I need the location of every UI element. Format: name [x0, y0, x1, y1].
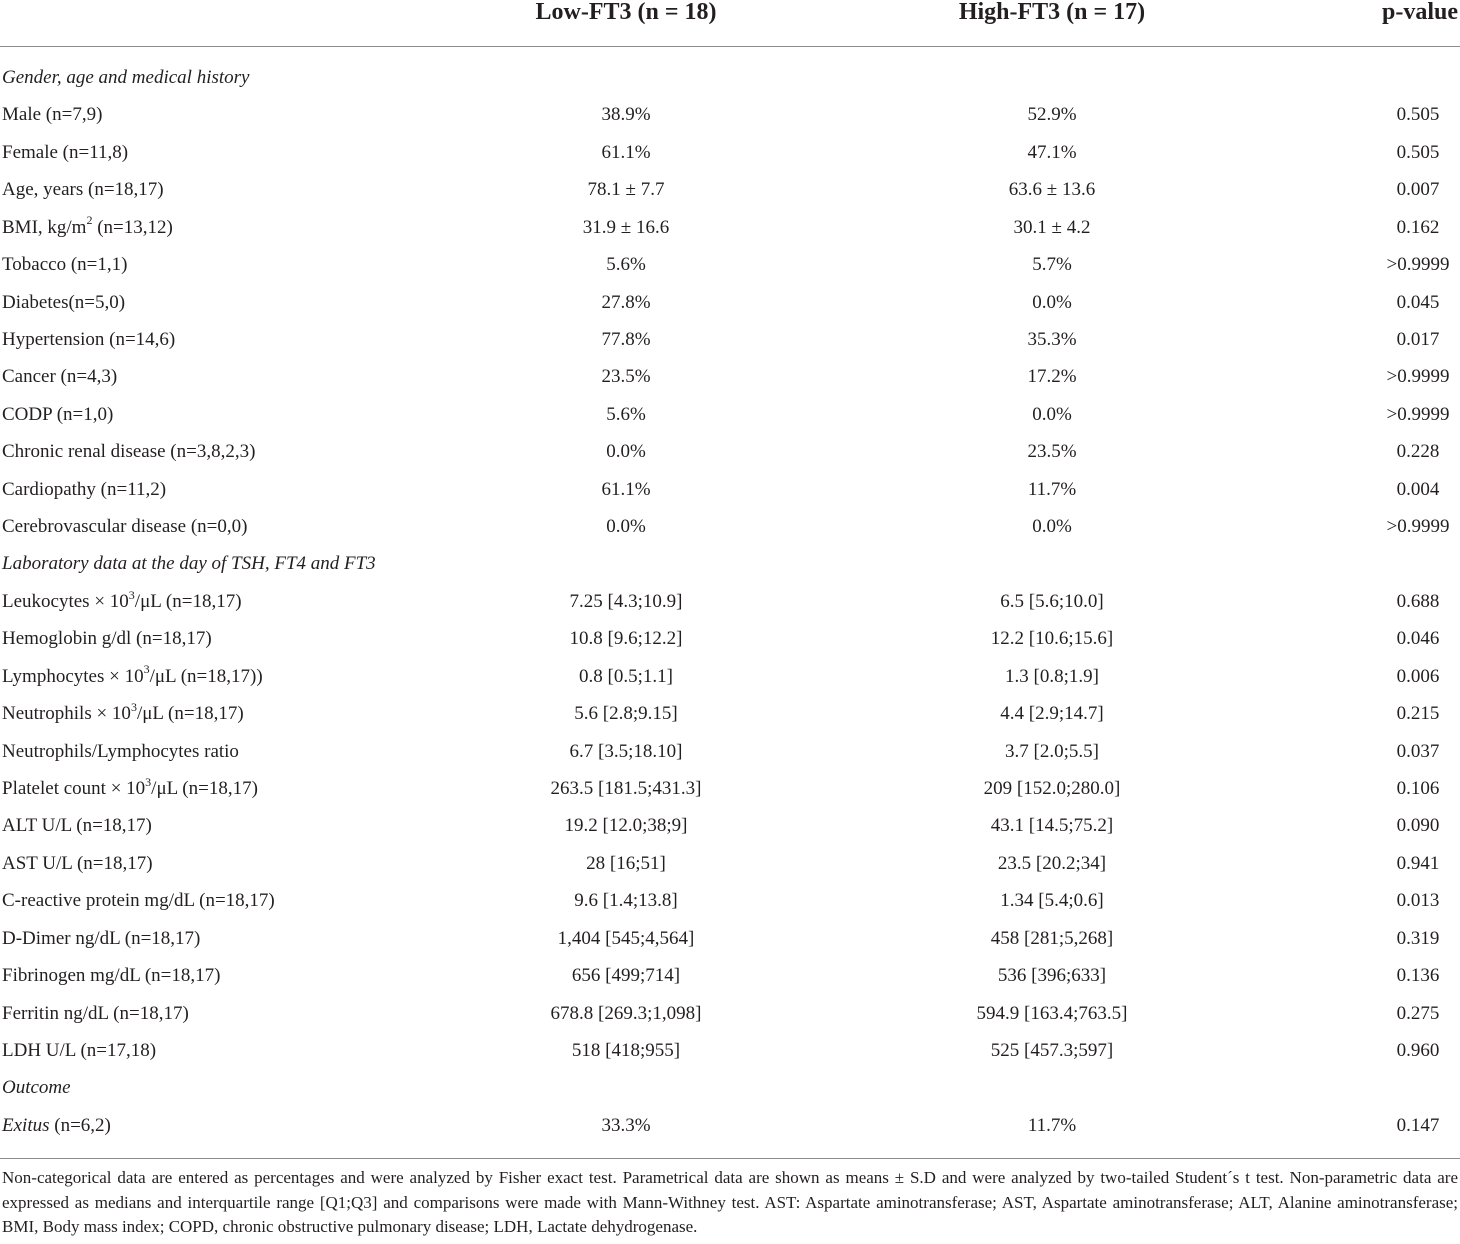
p-value: 0.505: [1396, 141, 1440, 163]
low-ft3-value: 33.3%: [601, 1114, 651, 1136]
high-ft3-value: 11.7%: [1027, 478, 1077, 500]
p-value: >0.9999: [1386, 254, 1450, 276]
high-ft3-value: 52.9%: [1027, 104, 1077, 126]
p-value: 0.007: [1396, 179, 1440, 201]
high-ft3-value: 35.3%: [1027, 328, 1077, 350]
low-ft3-value: 19.2 [12.0;38;9]: [564, 815, 688, 837]
low-ft3-value: 6.7 [3.5;18.10]: [569, 740, 683, 762]
row-label: AST U/L (n=18,17): [2, 852, 153, 874]
row-label: Hemoglobin g/dl (n=18,17): [2, 628, 212, 650]
row-label-suffix: (n=13,12): [92, 216, 173, 238]
high-ft3-value: 0.0%: [1032, 516, 1072, 538]
low-ft3-value: 263.5 [181.5;431.3]: [550, 778, 702, 800]
row-label-text: Lymphocytes × 10: [2, 665, 144, 687]
table-row: [0, 1032, 1460, 1069]
p-value: >0.9999: [1386, 403, 1450, 425]
low-ft3-value: 7.25 [4.3;10.9]: [569, 590, 683, 612]
table-row: [0, 995, 1460, 1032]
table-row: [0, 1107, 1460, 1144]
low-ft3-value: 678.8 [269.3;1,098]: [550, 1002, 702, 1024]
row-label: [2, 658, 263, 695]
high-ft3-value: 536 [396;633]: [997, 965, 1107, 987]
row-label: Diabetes(n=5,0): [2, 291, 126, 313]
section-title: Laboratory data at the day of TSH, FT4 and FT3: [2, 553, 376, 575]
p-value: 0.090: [1396, 815, 1440, 837]
p-value: 0.046: [1396, 628, 1440, 650]
high-ft3-value: 0.0%: [1032, 403, 1072, 425]
high-ft3-value: 525 [457.3;597]: [990, 1039, 1114, 1061]
table-row: [0, 807, 1460, 844]
row-label: [2, 770, 258, 807]
low-ft3-value: 61.1%: [601, 478, 651, 500]
high-ft3-value: 17.2%: [1027, 366, 1077, 388]
low-ft3-value: 77.8%: [601, 328, 651, 350]
row-label: CODP (n=1,0): [2, 403, 114, 425]
p-value: 0.941: [1396, 852, 1440, 874]
high-ft3-value: 23.5 [20.2;34]: [997, 852, 1107, 874]
section-row: [0, 545, 1460, 582]
row-label: Hypertension (n=14,6): [2, 328, 176, 350]
table-row: [0, 733, 1460, 770]
table-row: [0, 471, 1460, 508]
low-ft3-value: 656 [499;714]: [571, 965, 681, 987]
row-label-text: Neutrophils × 10: [2, 703, 131, 725]
table-row: [0, 920, 1460, 957]
low-ft3-value: 9.6 [1.4;13.8]: [574, 890, 678, 912]
table-row: [0, 508, 1460, 545]
p-value: 0.006: [1396, 665, 1440, 687]
p-value: 0.275: [1396, 1002, 1440, 1024]
row-label-superscript: 3: [145, 774, 152, 789]
table-body: [0, 59, 1460, 1144]
row-label: Cerebrovascular disease (n=0,0): [2, 516, 248, 538]
high-ft3-value: 43.1 [14.5;75.2]: [990, 815, 1114, 837]
high-ft3-value: 0.0%: [1032, 291, 1072, 313]
p-value: >0.9999: [1386, 516, 1450, 538]
row-label: Neutrophils/Lymphocytes ratio: [2, 740, 239, 762]
table-footnote: Non-categorical data are entered as percentages and were analyzed by Fisher exact test. Parametrical data are shown as means ± S.D and were analyzed by two-tailed Student´s t test. Non-parametric data are expressed as medians and interquartile range [Q1;Q3] and comparisons were made with Mann-Withney test. AST: Aspartate aminotransferase; AST, Aspartate aminotransferase; ALT, Alanine aminotransferase; BMI, Body mass index; COPD, chronic obstructive pulmonary disease; LDH, Lactate dehydrogenase.: [2, 1168, 1458, 1236]
row-label: Ferritin ng/dL (n=18,17): [2, 1002, 189, 1024]
row-label-suffix: /μL (n=18,17): [136, 703, 244, 725]
row-label: ALT U/L (n=18,17): [2, 815, 152, 837]
p-value: 0.017: [1396, 328, 1440, 350]
high-ft3-value: 458 [281;5,268]: [990, 927, 1114, 949]
section-row: [0, 59, 1460, 96]
low-ft3-value: 23.5%: [601, 366, 651, 388]
table-row: [0, 134, 1460, 171]
row-label-superscript: 3: [128, 587, 135, 602]
low-ft3-value: 518 [418;955]: [571, 1039, 681, 1061]
column-header-p-value: p-value: [1381, 0, 1458, 25]
table-row: [0, 96, 1460, 133]
row-label: [2, 1107, 111, 1144]
table-row: [0, 882, 1460, 919]
table-row: [0, 358, 1460, 395]
low-ft3-value: 10.8 [9.6;12.2]: [569, 628, 683, 650]
row-label-text: Platelet count × 10: [2, 778, 146, 800]
table-row: [0, 583, 1460, 620]
row-label: LDH U/L (n=17,18): [2, 1039, 157, 1061]
p-value: 0.106: [1396, 778, 1440, 800]
row-label-superscript: 3: [143, 662, 150, 677]
p-value: 0.162: [1396, 216, 1440, 238]
low-ft3-value: 27.8%: [601, 291, 651, 313]
table-row: [0, 695, 1460, 732]
row-label: Age, years (n=18,17): [2, 179, 164, 201]
table-header: [0, 0, 1460, 47]
row-label: D-Dimer ng/dL (n=18,17): [2, 927, 201, 949]
row-label: Female (n=11,8): [2, 141, 129, 163]
row-label: Fibrinogen mg/dL (n=18,17): [2, 965, 221, 987]
table-row: [0, 770, 1460, 807]
table-row: [0, 433, 1460, 470]
row-label: Cancer (n=4,3): [2, 366, 118, 388]
high-ft3-value: 4.4 [2.9;14.7]: [1000, 703, 1104, 725]
row-label-suffix: /μL (n=18,17): [151, 778, 258, 800]
p-value: >0.9999: [1386, 366, 1450, 388]
row-label-superscript: 3: [130, 699, 137, 714]
row-label: C-reactive protein mg/dL (n=18,17): [2, 890, 275, 912]
section-row: [0, 1069, 1460, 1106]
p-value: 0.147: [1396, 1114, 1440, 1136]
table-row: [0, 171, 1460, 208]
row-label: Cardiopathy (n=11,2): [2, 478, 167, 500]
p-value: 0.045: [1396, 291, 1440, 313]
low-ft3-value: 31.9 ± 16.6: [582, 216, 670, 238]
low-ft3-value: 78.1 ± 7.7: [587, 179, 665, 201]
section-title: Outcome: [2, 1077, 71, 1099]
row-label: Tobacco (n=1,1): [2, 254, 128, 276]
row-label-text: Leukocytes × 10: [2, 590, 129, 612]
table-row: [0, 845, 1460, 882]
table-row: [0, 957, 1460, 994]
row-label: [2, 583, 242, 620]
p-value: 0.013: [1396, 890, 1440, 912]
table-row: [0, 321, 1460, 358]
low-ft3-value: 0.0%: [606, 441, 646, 463]
low-ft3-value: 0.0%: [606, 516, 646, 538]
column-header-low-ft3: Low-FT3 (n = 18): [535, 0, 717, 25]
high-ft3-value: 12.2 [10.6;15.6]: [990, 628, 1114, 650]
low-ft3-value: 1,404 [545;4,564]: [557, 927, 695, 949]
p-value: 0.136: [1396, 965, 1440, 987]
row-label-italic: Exitus: [2, 1114, 50, 1136]
table-row: [0, 209, 1460, 246]
high-ft3-value: 11.7%: [1027, 1114, 1077, 1136]
row-label: [2, 209, 173, 246]
low-ft3-value: 0.8 [0.5;1.1]: [579, 665, 673, 687]
row-label-superscript: 2: [86, 213, 93, 228]
low-ft3-value: 28 [16;51]: [586, 852, 666, 874]
row-label-suffix: (n=6,2): [49, 1114, 111, 1136]
high-ft3-value: 47.1%: [1027, 141, 1077, 163]
high-ft3-value: 30.1 ± 4.2: [1013, 216, 1091, 238]
p-value: 0.319: [1396, 927, 1440, 949]
high-ft3-value: 209 [152.0;280.0]: [983, 778, 1121, 800]
high-ft3-value: 1.3 [0.8;1.9]: [1005, 665, 1099, 687]
high-ft3-value: 6.5 [5.6;10.0]: [1000, 590, 1104, 612]
low-ft3-value: 5.6%: [606, 254, 646, 276]
high-ft3-value: 23.5%: [1027, 441, 1077, 463]
p-value: 0.037: [1396, 740, 1440, 762]
table-bottom-rule: [0, 1158, 1460, 1159]
high-ft3-value: 1.34 [5.4;0.6]: [1000, 890, 1104, 912]
p-value: 0.215: [1396, 703, 1440, 725]
table-row: [0, 246, 1460, 283]
table-row: [0, 284, 1460, 321]
high-ft3-value: 3.7 [2.0;5.5]: [1005, 740, 1099, 762]
table-row: [0, 620, 1460, 657]
row-label: Male (n=7,9): [2, 104, 103, 126]
p-value: 0.228: [1396, 441, 1440, 463]
table-row: [0, 658, 1460, 695]
section-title: Gender, age and medical history: [2, 67, 250, 88]
p-value: 0.688: [1396, 590, 1440, 612]
p-value: 0.960: [1396, 1039, 1440, 1061]
low-ft3-value: 5.6%: [606, 403, 646, 425]
p-value: 0.004: [1396, 478, 1440, 500]
high-ft3-value: 5.7%: [1032, 254, 1072, 276]
row-label-suffix: /μL (n=18,17)): [149, 665, 263, 687]
row-label-suffix: /μL (n=18,17): [134, 590, 242, 612]
low-ft3-value: 61.1%: [601, 141, 651, 163]
table-row: [0, 396, 1460, 433]
low-ft3-value: 38.9%: [601, 104, 651, 126]
p-value: 0.505: [1396, 104, 1440, 126]
column-header-high-ft3: High-FT3 (n = 17): [958, 0, 1146, 25]
low-ft3-value: 5.6 [2.8;9.15]: [574, 703, 678, 725]
row-label: [2, 695, 244, 732]
high-ft3-value: 594.9 [163.4;763.5]: [976, 1002, 1128, 1024]
row-label-text: BMI, kg/m: [2, 216, 87, 238]
row-label: Chronic renal disease (n=3,8,2,3): [2, 441, 256, 463]
high-ft3-value: 63.6 ± 13.6: [1008, 179, 1096, 201]
